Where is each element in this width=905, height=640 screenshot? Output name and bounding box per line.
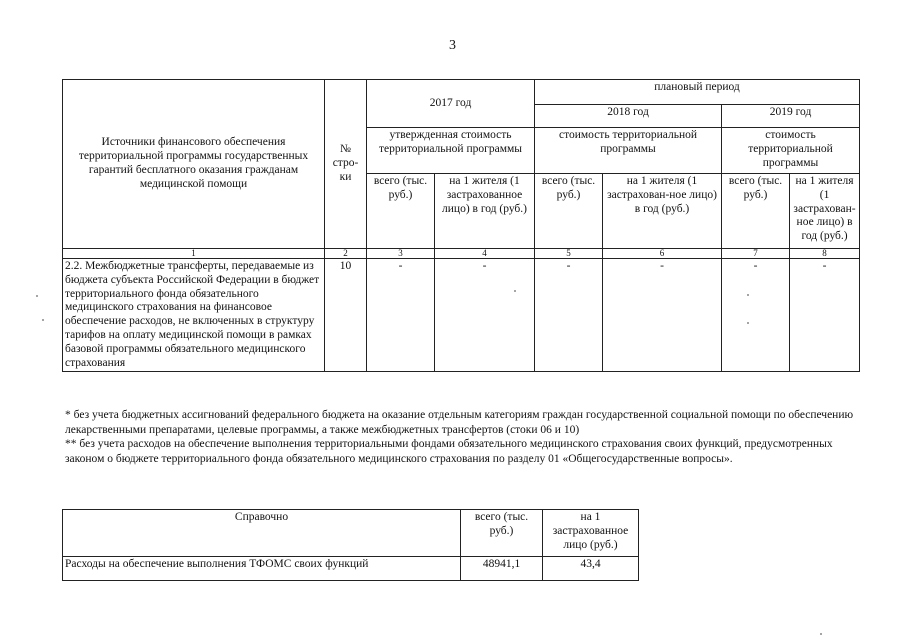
scan-speck — [42, 319, 44, 321]
per-capita-header-2019: на 1 жителя (1 застрахован-ное лицо) в год (руб.) — [790, 174, 860, 249]
reference-row-total: 48941,1 — [461, 557, 543, 581]
per-capita-header-2018: на 1 жителя (1 застрахован-ное лицо) в год (руб.) — [603, 174, 722, 249]
total-header-2017: всего (тыс. руб.) — [367, 174, 435, 249]
column-number: 8 — [790, 249, 860, 259]
column-number: 3 — [367, 249, 435, 259]
row-number: 10 — [325, 259, 367, 372]
cost-header-2018: стоимость территориальной программы — [535, 128, 722, 174]
value-cell: - — [722, 259, 790, 372]
total-header-2019: всего (тыс. руб.) — [722, 174, 790, 249]
source-column-header: Источники финансового обеспечения территориальной программы государственных гарантий бесплатного оказания гражданам медицинской помощи — [63, 80, 325, 249]
column-number: 2 — [325, 249, 367, 259]
footnote-2: ** без учета расходов на обеспечение выполнения территориальными фондами обязательного медицинского страхования своих функций, предусмотренных законом о бюджете территориального фонда обязательного медицинского страхования по разделу 01 «Общегосударственные вопросы». — [65, 438, 833, 465]
column-number: 5 — [535, 249, 603, 259]
cost-header-2019: стоимость территориальной программы — [722, 128, 860, 174]
row-label: 2.2. Межбюджетные трансферты, передаваемые из бюджета субъекта Российской Федерации в бюджет территориального фонда обязательного медицинского страхования на финансовое обеспечение расходов, не включенных в структуру тарифов на оплату медицинской помощи в рамках базовой программы обязательного медицинского страхования — [63, 259, 325, 372]
column-number: 4 — [435, 249, 535, 259]
scan-speck — [514, 290, 516, 292]
financing-sources-table — [62, 79, 860, 372]
scan-speck — [747, 294, 749, 296]
year-2018-header: 2018 год — [535, 105, 722, 128]
scan-speck — [747, 322, 749, 324]
value-cell: - — [367, 259, 435, 372]
column-number: 1 — [63, 249, 325, 259]
footnote-1: * без учета бюджетных ассигнований федерального бюджета на оказание отдельным категориям граждан государственной социальной помощи по обеспечению лекарственными препаратами, целевые программы, а также межбюджетных трансфертов (стоки 06 и 10) — [65, 409, 854, 436]
reference-total-header: всего (тыс. руб.) — [461, 510, 543, 557]
approved-cost-header-2017: утвержденная стоимость территориальной программы — [367, 128, 535, 174]
value-cell: - — [435, 259, 535, 372]
scan-speck — [36, 295, 38, 297]
year-2017-header: 2017 год — [367, 80, 535, 128]
page-number: 3 — [449, 38, 456, 53]
reference-row-label: Расходы на обеспечение выполнения ТФОМС своих функций — [63, 557, 461, 581]
planning-period-header: плановый период — [535, 80, 860, 105]
total-header-2018: всего (тыс. руб.) — [535, 174, 603, 249]
column-number: 7 — [722, 249, 790, 259]
scan-speck — [820, 633, 822, 635]
reference-row-per-capita: 43,4 — [543, 557, 639, 581]
footnotes — [65, 408, 855, 466]
per-capita-header-2017: на 1 жителя (1 застрахованное лицо) в год (руб.) — [435, 174, 535, 249]
value-cell: - — [603, 259, 722, 372]
row-number-column-header: № стро-ки — [325, 80, 367, 249]
reference-table — [62, 509, 639, 581]
reference-title: Справочно — [63, 510, 461, 557]
year-2019-header: 2019 год — [722, 105, 860, 128]
value-cell: - — [790, 259, 860, 372]
column-number: 6 — [603, 249, 722, 259]
value-cell: - — [535, 259, 603, 372]
reference-per-capita-header: на 1 застрахованное лицо (руб.) — [543, 510, 639, 557]
